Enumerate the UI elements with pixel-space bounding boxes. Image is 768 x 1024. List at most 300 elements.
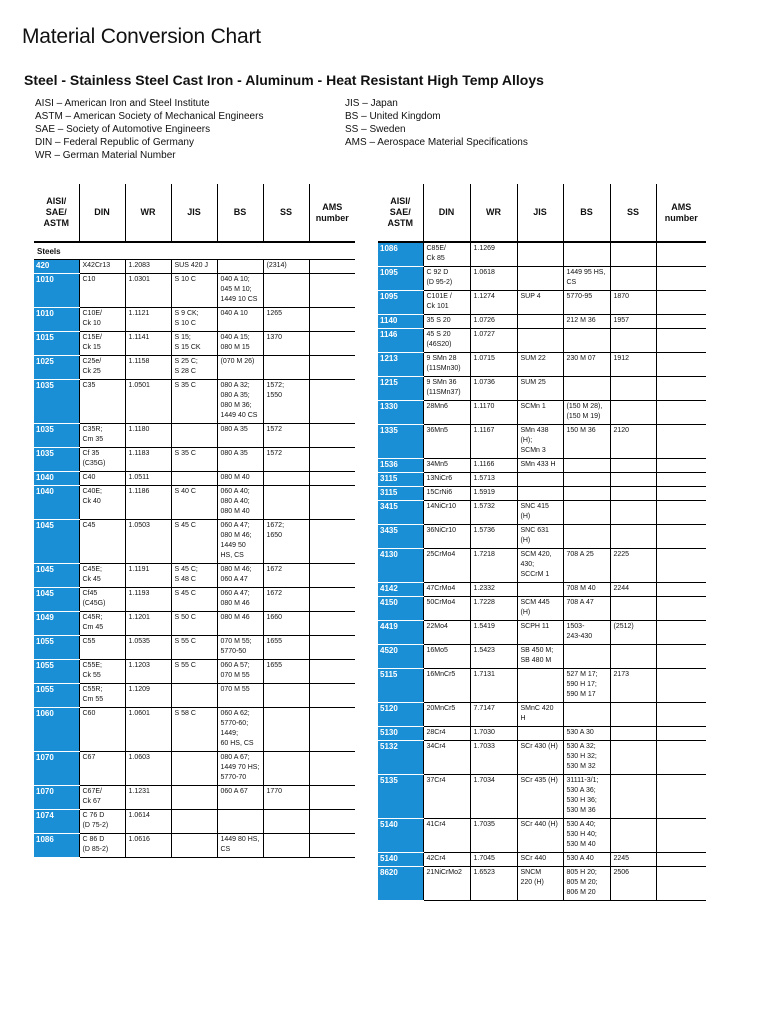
conversion-table-left <box>34 184 355 858</box>
table-row <box>378 401 706 425</box>
aisi-cell: 8620 <box>378 867 423 901</box>
header-row <box>378 184 706 242</box>
table-row <box>378 819 706 853</box>
ams-cell <box>309 786 355 810</box>
din-cell: C101E / Ck 101 <box>423 291 470 315</box>
ss-cell <box>610 703 656 727</box>
ss-cell <box>610 727 656 741</box>
table-row <box>378 703 706 727</box>
bs-cell: (150 M 28), (150 M 19) <box>563 401 610 425</box>
jis-cell: SCr 430 (H) <box>517 741 563 775</box>
din-cell: 34Cr4 <box>423 741 470 775</box>
conversion-table-right <box>378 184 706 901</box>
wr-cell: 1.0736 <box>470 377 517 401</box>
jis-cell <box>517 315 563 329</box>
wr-cell: 1.6523 <box>470 867 517 901</box>
ams-cell <box>656 267 706 291</box>
table-row <box>34 424 355 448</box>
table-row <box>34 834 355 858</box>
page-title: Material Conversion Chart <box>22 25 261 48</box>
ams-cell <box>656 459 706 473</box>
ss-cell <box>263 752 309 786</box>
bs-cell <box>563 377 610 401</box>
ams-cell <box>309 708 355 752</box>
wr-cell: 1.5732 <box>470 501 517 525</box>
ams-cell <box>309 356 355 380</box>
ss-cell <box>263 274 309 308</box>
jis-cell <box>517 473 563 487</box>
table-row <box>378 853 706 867</box>
table-row <box>378 315 706 329</box>
table-row <box>34 564 355 588</box>
bs-cell <box>563 487 610 501</box>
wr-cell: 1.5423 <box>470 645 517 669</box>
jis-cell: SNCM 220 (H) <box>517 867 563 901</box>
aisi-cell: 5132 <box>378 741 423 775</box>
bs-cell: 070 M 55; 5770-50 <box>217 636 263 660</box>
ams-cell <box>656 727 706 741</box>
wr-cell: 1.7035 <box>470 819 517 853</box>
aisi-cell: 1040 <box>34 472 79 486</box>
table-row <box>34 786 355 810</box>
table-row <box>378 583 706 597</box>
table-body <box>34 242 355 858</box>
bs-cell: 31111-3/1; 530 A 36; 530 H 36; 530 M 36 <box>563 775 610 819</box>
column-header: SS <box>263 184 309 242</box>
aisi-cell: 1074 <box>34 810 79 834</box>
din-cell: Cf 35 (C35G) <box>79 448 125 472</box>
aisi-cell: 1215 <box>378 377 423 401</box>
din-cell: C10 <box>79 274 125 308</box>
din-cell: C67 <box>79 752 125 786</box>
ams-cell <box>309 752 355 786</box>
ams-cell <box>656 525 706 549</box>
table-row <box>378 727 706 741</box>
ss-cell: 1265 <box>263 308 309 332</box>
din-cell: 37Cr4 <box>423 775 470 819</box>
legend-item: DIN – Federal Republic of Germany <box>35 137 194 148</box>
jis-cell: SCr 440 <box>517 853 563 867</box>
ams-cell <box>656 473 706 487</box>
din-cell: 42Cr4 <box>423 853 470 867</box>
jis-cell <box>171 684 217 708</box>
jis-cell: SCr 435 (H) <box>517 775 563 819</box>
wr-cell: 1.1166 <box>470 459 517 473</box>
ss-cell <box>263 472 309 486</box>
jis-cell: SUS 420 J <box>171 260 217 274</box>
ss-cell <box>610 645 656 669</box>
section-label: Steels <box>34 242 355 260</box>
jis-cell: S 35 C <box>171 448 217 472</box>
jis-cell: SUP 4 <box>517 291 563 315</box>
aisi-cell: 3435 <box>378 525 423 549</box>
jis-cell: SNC 415 (H) <box>517 501 563 525</box>
ams-cell <box>656 425 706 459</box>
bs-cell: 060 A 57; 070 M 55 <box>217 660 263 684</box>
wr-cell: 1.1170 <box>470 401 517 425</box>
table-row <box>34 752 355 786</box>
aisi-cell: 1035 <box>34 424 79 448</box>
wr-cell: 1.1141 <box>125 332 171 356</box>
din-cell: C25e/ Ck 25 <box>79 356 125 380</box>
ss-cell <box>610 377 656 401</box>
jis-cell: S 45 C; S 48 C <box>171 564 217 588</box>
ss-cell: 1672 <box>263 588 309 612</box>
din-cell: C45R; Cm 45 <box>79 612 125 636</box>
din-cell: X42Cr13 <box>79 260 125 274</box>
ams-cell <box>656 353 706 377</box>
bs-cell: 530 A 40; 530 H 40; 530 M 40 <box>563 819 610 853</box>
ss-cell: 1572; 1550 <box>263 380 309 424</box>
column-header: JIS <box>517 184 563 242</box>
ams-cell <box>309 424 355 448</box>
table-body <box>378 242 706 901</box>
jis-cell: S 45 C <box>171 520 217 564</box>
legend-item: SS – Sweden <box>345 124 406 135</box>
jis-cell <box>171 472 217 486</box>
din-cell: 20MnCr5 <box>423 703 470 727</box>
aisi-cell: 1045 <box>34 588 79 612</box>
jis-cell <box>171 752 217 786</box>
wr-cell: 1.1209 <box>125 684 171 708</box>
wr-cell: 1.1121 <box>125 308 171 332</box>
ams-cell <box>309 274 355 308</box>
jis-cell: S 58 C <box>171 708 217 752</box>
column-header: DIN <box>79 184 125 242</box>
abbreviation-legend-right <box>345 97 528 149</box>
bs-cell: 150 M 36 <box>563 425 610 459</box>
ams-cell <box>656 621 706 645</box>
ss-cell: 1572 <box>263 448 309 472</box>
wr-cell: 1.1269 <box>470 242 517 267</box>
legend-item: ASTM – American Society of Mechanical Engineers <box>35 111 264 122</box>
table-row <box>378 459 706 473</box>
column-header: DIN <box>423 184 470 242</box>
bs-cell: (070 M 26) <box>217 356 263 380</box>
bs-cell <box>563 329 610 353</box>
aisi-cell: 1060 <box>34 708 79 752</box>
bs-cell: 708 A 25 <box>563 549 610 583</box>
wr-cell: 1.1231 <box>125 786 171 810</box>
din-cell: 25CrMo4 <box>423 549 470 583</box>
din-cell: 22Mo4 <box>423 621 470 645</box>
din-cell: 35 S 20 <box>423 315 470 329</box>
table-row <box>378 425 706 459</box>
jis-cell: S 9 CK; S 10 C <box>171 308 217 332</box>
bs-cell: 060 A 62; 5770-60; 1449; 60 HS, CS <box>217 708 263 752</box>
table-row <box>34 472 355 486</box>
bs-cell <box>217 260 263 274</box>
column-header: AISI/ SAE/ ASTM <box>34 184 79 242</box>
ss-cell <box>610 242 656 267</box>
ss-cell <box>610 775 656 819</box>
ams-cell <box>309 612 355 636</box>
ams-cell <box>309 308 355 332</box>
jis-cell <box>517 242 563 267</box>
ss-cell: 1370 <box>263 332 309 356</box>
din-cell: 14NiCr10 <box>423 501 470 525</box>
din-cell: C45E; Ck 45 <box>79 564 125 588</box>
jis-cell: SMnC 420 H <box>517 703 563 727</box>
din-cell: C15E/ Ck 15 <box>79 332 125 356</box>
wr-cell: 1.2332 <box>470 583 517 597</box>
wr-cell: 1.5736 <box>470 525 517 549</box>
table-row <box>378 621 706 645</box>
jis-cell: S 25 C; S 28 C <box>171 356 217 380</box>
bs-cell: 530 A 30 <box>563 727 610 741</box>
jis-cell: S 55 C <box>171 636 217 660</box>
aisi-cell: 1035 <box>34 448 79 472</box>
ss-cell <box>610 741 656 775</box>
ams-cell <box>656 669 706 703</box>
column-header: AMS number <box>656 184 706 242</box>
table-row <box>378 267 706 291</box>
jis-cell <box>171 786 217 810</box>
din-cell: 47CrMo4 <box>423 583 470 597</box>
abbreviation-legend-left <box>35 97 263 162</box>
aisi-cell: 1045 <box>34 564 79 588</box>
wr-cell: 1.0511 <box>125 472 171 486</box>
jis-cell: S 10 C <box>171 274 217 308</box>
wr-cell: 7.7147 <box>470 703 517 727</box>
jis-cell: SCM 420, 430; SCCrM 1 <box>517 549 563 583</box>
table-row <box>378 645 706 669</box>
din-cell: 28Mn6 <box>423 401 470 425</box>
din-cell: C55 <box>79 636 125 660</box>
ams-cell <box>656 867 706 901</box>
column-header: AISI/ SAE/ ASTM <box>378 184 423 242</box>
ss-cell <box>610 597 656 621</box>
aisi-cell: 5135 <box>378 775 423 819</box>
wr-cell: 1.2083 <box>125 260 171 274</box>
jis-cell <box>517 329 563 353</box>
ss-cell: (2314) <box>263 260 309 274</box>
bs-cell: 1449 80 HS, CS <box>217 834 263 858</box>
ams-cell <box>656 315 706 329</box>
din-cell: C 76 D (D 75-2) <box>79 810 125 834</box>
table-row <box>34 332 355 356</box>
legend-item: WR – German Material Number <box>35 150 176 161</box>
table-row <box>378 329 706 353</box>
aisi-cell: 1055 <box>34 684 79 708</box>
jis-cell: S 40 C <box>171 486 217 520</box>
ss-cell <box>263 708 309 752</box>
wr-cell: 1.7218 <box>470 549 517 583</box>
ss-cell <box>610 525 656 549</box>
column-header: BS <box>217 184 263 242</box>
aisi-cell: 420 <box>34 260 79 274</box>
ams-cell <box>309 260 355 274</box>
wr-cell: 1.5419 <box>470 621 517 645</box>
bs-cell: 080 M 40 <box>217 472 263 486</box>
jis-cell: SCr 440 (H) <box>517 819 563 853</box>
ams-cell <box>309 520 355 564</box>
aisi-cell: 1025 <box>34 356 79 380</box>
jis-cell: SUM 25 <box>517 377 563 401</box>
table-row <box>34 520 355 564</box>
jis-cell: SB 450 M; SB 480 M <box>517 645 563 669</box>
legend-item: BS – United Kingdom <box>345 111 441 122</box>
ams-cell <box>309 660 355 684</box>
wr-cell: 1.7030 <box>470 727 517 741</box>
column-header: JIS <box>171 184 217 242</box>
jis-cell <box>171 424 217 448</box>
ss-cell: 2245 <box>610 853 656 867</box>
ams-cell <box>656 291 706 315</box>
ams-cell <box>656 853 706 867</box>
ss-cell: 1672; 1650 <box>263 520 309 564</box>
column-header: WR <box>125 184 171 242</box>
ams-cell <box>309 810 355 834</box>
wr-cell: 1.0616 <box>125 834 171 858</box>
aisi-cell: 1330 <box>378 401 423 425</box>
din-cell: 45 S 20 (46S20) <box>423 329 470 353</box>
bs-cell: 212 M 36 <box>563 315 610 329</box>
din-cell: 13NiCr6 <box>423 473 470 487</box>
din-cell: 41Cr4 <box>423 819 470 853</box>
ss-cell <box>610 501 656 525</box>
column-header: WR <box>470 184 517 242</box>
ss-cell: 2225 <box>610 549 656 583</box>
wr-cell: 1.1180 <box>125 424 171 448</box>
aisi-cell: 1140 <box>378 315 423 329</box>
table-row <box>378 291 706 315</box>
wr-cell: 1.0601 <box>125 708 171 752</box>
ss-cell: 2120 <box>610 425 656 459</box>
jis-cell: SMn 438 (H); SCMn 3 <box>517 425 563 459</box>
din-cell: C40E; Ck 40 <box>79 486 125 520</box>
bs-cell: 530 A 40 <box>563 853 610 867</box>
ams-cell <box>309 380 355 424</box>
table-row <box>378 473 706 487</box>
aisi-cell: 4520 <box>378 645 423 669</box>
din-cell: C60 <box>79 708 125 752</box>
header-row <box>34 184 355 242</box>
aisi-cell: 1335 <box>378 425 423 459</box>
bs-cell: 080 A 35 <box>217 424 263 448</box>
ss-cell: (2512) <box>610 621 656 645</box>
jis-cell <box>171 834 217 858</box>
ss-cell <box>610 267 656 291</box>
bs-cell: 230 M 07 <box>563 353 610 377</box>
wr-cell: 1.1274 <box>470 291 517 315</box>
ss-cell <box>610 459 656 473</box>
wr-cell: 1.0501 <box>125 380 171 424</box>
din-cell: C35R; Cm 35 <box>79 424 125 448</box>
column-header: SS <box>610 184 656 242</box>
bs-cell: 527 M 17; 590 H 17; 590 M 17 <box>563 669 610 703</box>
wr-cell: 1.0614 <box>125 810 171 834</box>
bs-cell: 530 A 32; 530 H 32; 530 M 32 <box>563 741 610 775</box>
aisi-cell: 1070 <box>34 786 79 810</box>
jis-cell <box>517 583 563 597</box>
ss-cell <box>263 684 309 708</box>
table-row <box>378 775 706 819</box>
legend-item: AMS – Aerospace Material Specifications <box>345 137 528 148</box>
wr-cell: 1.1158 <box>125 356 171 380</box>
legend-item: SAE – Society of Automotive Engineers <box>35 124 211 135</box>
ams-cell <box>309 486 355 520</box>
wr-cell: 1.1167 <box>470 425 517 459</box>
ams-cell <box>656 377 706 401</box>
wr-cell: 1.1183 <box>125 448 171 472</box>
table-row <box>34 260 355 274</box>
table-row <box>378 867 706 901</box>
ss-cell <box>263 486 309 520</box>
aisi-cell: 1055 <box>34 636 79 660</box>
ams-cell <box>656 242 706 267</box>
aisi-cell: 1035 <box>34 380 79 424</box>
jis-cell <box>517 669 563 703</box>
ss-cell <box>263 834 309 858</box>
ams-cell <box>656 645 706 669</box>
jis-cell: SMn 433 H <box>517 459 563 473</box>
table-row <box>34 308 355 332</box>
table-row <box>378 501 706 525</box>
aisi-cell: 1146 <box>378 329 423 353</box>
din-cell: C67E/ Ck 67 <box>79 786 125 810</box>
table-row <box>378 487 706 501</box>
table-row <box>34 708 355 752</box>
wr-cell: 1.7131 <box>470 669 517 703</box>
bs-cell <box>563 459 610 473</box>
aisi-cell: 1010 <box>34 274 79 308</box>
aisi-cell: 1040 <box>34 486 79 520</box>
ams-cell <box>656 329 706 353</box>
ams-cell <box>309 472 355 486</box>
jis-cell: SCMn 1 <box>517 401 563 425</box>
ams-cell <box>656 819 706 853</box>
bs-cell: 060 A 47; 080 M 46 <box>217 588 263 612</box>
ss-cell <box>263 356 309 380</box>
wr-cell: 1.7033 <box>470 741 517 775</box>
table-row <box>34 684 355 708</box>
bs-cell <box>563 645 610 669</box>
bs-cell: 805 H 20; 805 M 20; 806 M 20 <box>563 867 610 901</box>
din-cell: C35 <box>79 380 125 424</box>
ams-cell <box>309 684 355 708</box>
wr-cell: 1.0301 <box>125 274 171 308</box>
table-row <box>34 588 355 612</box>
ams-cell <box>656 775 706 819</box>
table-row <box>378 597 706 621</box>
column-header: AMS number <box>309 184 355 242</box>
din-cell: C40 <box>79 472 125 486</box>
table-row <box>34 356 355 380</box>
jis-cell <box>517 487 563 501</box>
wr-cell: 1.5713 <box>470 473 517 487</box>
ams-cell <box>656 741 706 775</box>
aisi-cell: 1086 <box>378 242 423 267</box>
table-row <box>34 636 355 660</box>
ss-cell <box>263 810 309 834</box>
ams-cell <box>309 636 355 660</box>
jis-cell: S 50 C <box>171 612 217 636</box>
table-row <box>378 525 706 549</box>
ss-cell: 1770 <box>263 786 309 810</box>
jis-cell: S 45 C <box>171 588 217 612</box>
wr-cell: 1.1201 <box>125 612 171 636</box>
jis-cell: SCPH 11 <box>517 621 563 645</box>
din-cell: C10E/ Ck 10 <box>79 308 125 332</box>
aisi-cell: 4142 <box>378 583 423 597</box>
aisi-cell: 1536 <box>378 459 423 473</box>
ams-cell <box>656 487 706 501</box>
bs-cell <box>217 810 263 834</box>
page-subtitle: Steel - Stainless Steel Cast Iron - Aluminum - Heat Resistant High Temp Alloys <box>24 72 544 88</box>
din-cell: C55E; Ck 55 <box>79 660 125 684</box>
ss-cell: 1672 <box>263 564 309 588</box>
